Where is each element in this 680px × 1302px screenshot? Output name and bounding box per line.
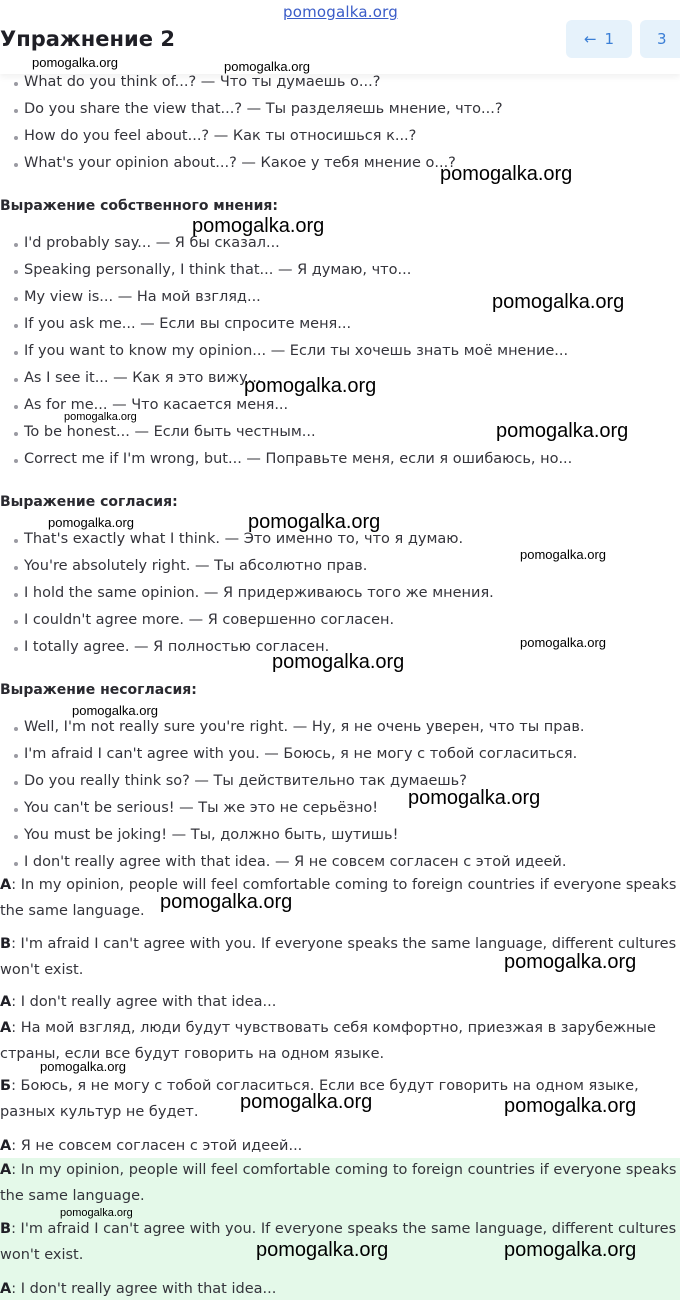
watermark: pomogalka.org (504, 1239, 637, 1261)
bullet-icon (14, 539, 18, 543)
watermark: pomogalka.org (520, 635, 606, 650)
dialogue-ru-line-a2: А: Я не совсем согласен с этой идеей... (0, 1138, 303, 1154)
bullet-icon (14, 808, 18, 812)
bullet-icon (14, 297, 18, 301)
watermark: pomogalka.org (504, 951, 637, 973)
dialogue-ru-line-b: Б: Боюсь, я не могу с тобой согласиться. Если все будут говорить на одном языке, разных культур не будет. (0, 1078, 639, 1120)
watermark: pomogalka.org (64, 411, 137, 423)
section-heading-own-opinion: Выражение собственного мнения: (0, 198, 278, 214)
next-exercise-label: 3 (657, 30, 667, 48)
bullet-icon (14, 163, 18, 167)
bullet-icon (14, 862, 18, 866)
watermark: pomogalka.org (272, 651, 405, 673)
bullet-icon (14, 593, 18, 597)
watermark: pomogalka.org (408, 787, 541, 809)
bullet-icon (14, 378, 18, 382)
answer-line-b: B: I'm afraid I can't agree with you. If everyone speaks the same language, different cultures won't exist. (0, 1221, 677, 1263)
dialogue-ru-line-a1: А: На мой взгляд, люди будут чувствовать себя комфортно, приезжая в зарубежные страны, если все будут говорить на одном языке. (0, 1020, 656, 1062)
next-exercise-button[interactable] (640, 20, 680, 58)
section-heading-disagreement: Выражение несогласия: (0, 682, 197, 698)
watermark: pomogalka.org (520, 547, 606, 562)
dialogue-line-a1: A: In my opinion, people will feel comfortable coming to foreign countries if everyone speaks the same language. (0, 877, 677, 919)
prev-exercise-button[interactable] (566, 20, 632, 58)
bullet-icon (14, 566, 18, 570)
bullet-icon (14, 647, 18, 651)
bullet-icon (14, 243, 18, 247)
page-title: Упражнение 2 (0, 27, 175, 51)
bullet-icon (14, 781, 18, 785)
bullet-icon (14, 620, 18, 624)
watermark: pomogalka.org (32, 55, 118, 70)
watermark: pomogalka.org (492, 291, 625, 313)
watermark: pomogalka.org (504, 1095, 637, 1117)
watermark: pomogalka.org (40, 1059, 126, 1074)
watermark: pomogalka.org (192, 215, 325, 237)
watermark: pomogalka.org (248, 511, 381, 533)
bullet-icon (14, 727, 18, 731)
bullet-icon (14, 270, 18, 274)
prev-exercise-label: 1 (604, 30, 615, 48)
watermark: pomogalka.org (240, 1091, 373, 1113)
dialogue-line-a2: A: I don't really agree with that idea... (0, 994, 277, 1010)
dialogue-line-b: B: I'm afraid I can't agree with you. If everyone speaks the same language, different cultures won't exist. (0, 936, 677, 978)
answer-line-a2: A: I don't really agree with that idea... (0, 1281, 277, 1297)
section-heading-agreement: Выражение согласия: (0, 494, 178, 510)
watermark: pomogalka.org (224, 59, 310, 74)
watermark: pomogalka.org (244, 375, 377, 397)
watermark: pomogalka.org (48, 515, 134, 530)
watermark: pomogalka.org (256, 1239, 389, 1261)
bullet-icon (14, 754, 18, 758)
site-logo-link[interactable]: pomogalka.org (283, 3, 398, 21)
bullet-icon (14, 324, 18, 328)
watermark: pomogalka.org (496, 420, 629, 442)
bullet-icon (14, 82, 18, 86)
bullet-icon (14, 109, 18, 113)
watermark: pomogalka.org (60, 1207, 133, 1219)
watermark: pomogalka.org (72, 703, 158, 718)
bullet-icon (14, 432, 18, 436)
answer-line-a1: A: In my opinion, people will feel comfortable coming to foreign countries if everyone speaks the same language. (0, 1162, 677, 1204)
arrow-left-icon: ← (583, 30, 597, 48)
bullet-icon (14, 136, 18, 140)
bullet-icon (14, 835, 18, 839)
bullet-icon (14, 351, 18, 355)
bullet-icon (14, 459, 18, 463)
watermark: pomogalka.org (440, 163, 573, 185)
watermark: pomogalka.org (160, 891, 293, 913)
bullet-icon (14, 405, 18, 409)
